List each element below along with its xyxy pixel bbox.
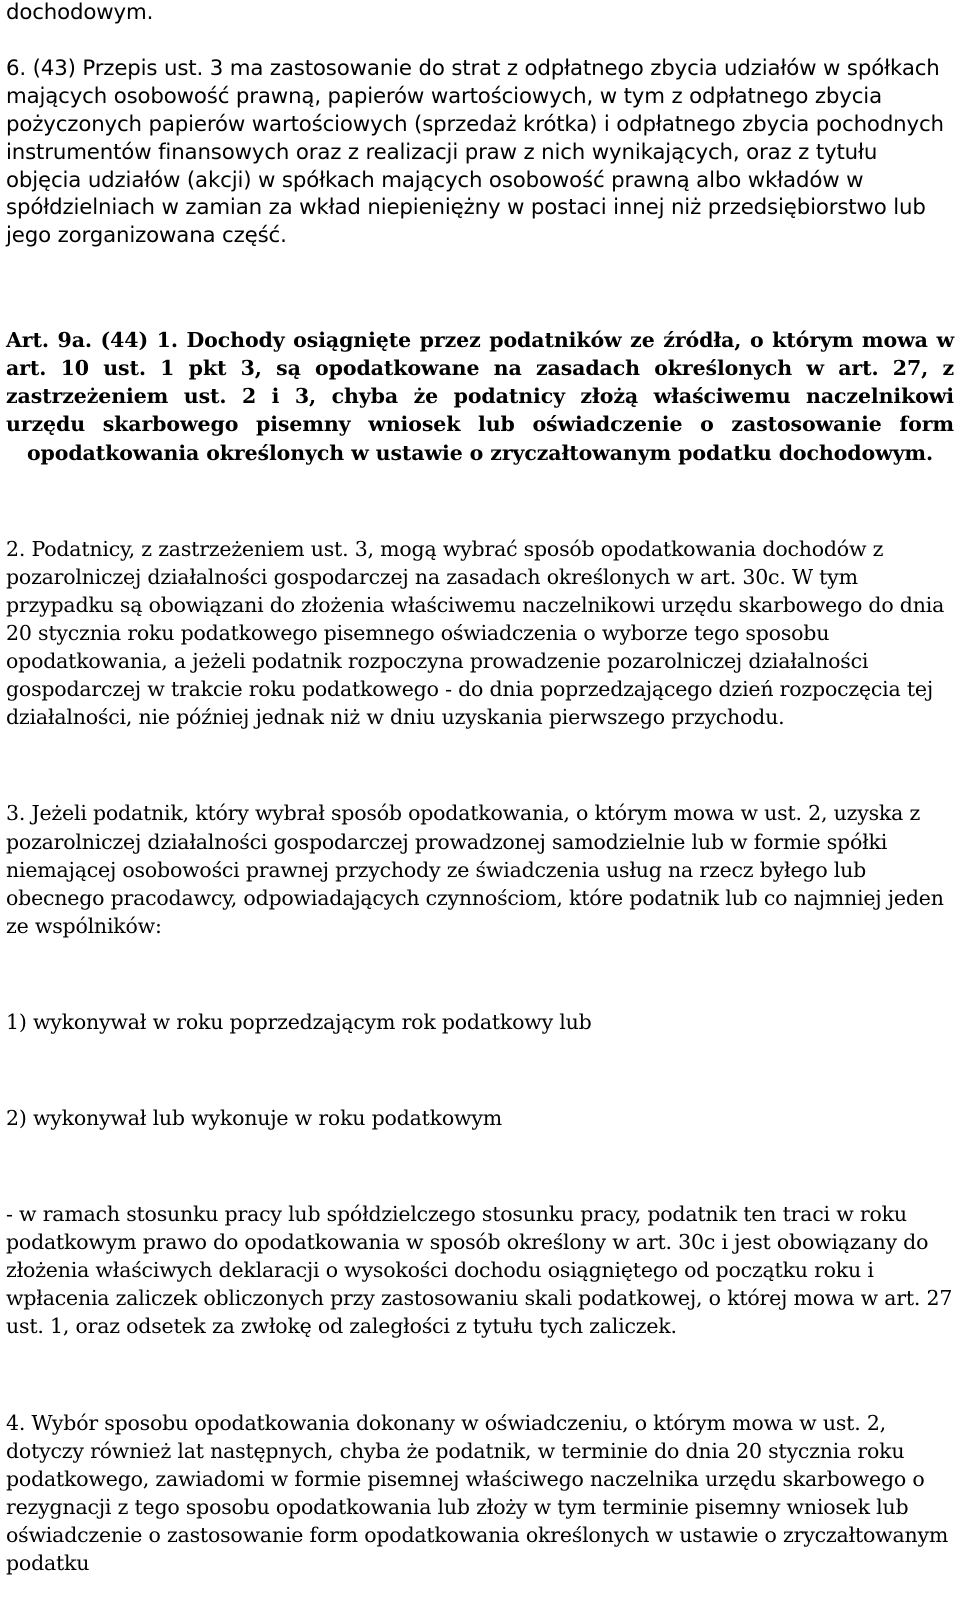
list-item-1: 1) wykonywał w roku poprzedzającym rok podatkowy lub (6, 1009, 592, 1034)
paragraph-continuation: dochodowym. (6, 0, 154, 25)
paragraph-consequence: - w ramach stosunku pracy lub spółdzielczego stosunku pracy, podatnik ten traci w roku podatkowym prawo do opodatkowania w sposób określony w art. 30c i jest obowiązany do złożenia właściwych deklaracji o wysokości dochodu osiągniętego od początku roku i wpłacenia zaliczek obliczonych przy zastosowaniu skali podatkowej, o której mowa w art. 27 ust. 1, oraz odsetek za zwłokę od zaległości z tytułu tych zaliczek. (6, 1202, 953, 1339)
article-9a-heading-paragraph: Art. 9a. (44) 1. Dochody osiągnięte przez podatników ze źródła, o którym mowa w art. 10 ust. 1 pkt 3, są opodatkowane na zasadach określonych w art. 27, z zastrzeżeniem ust. 2 i 3, chyba że podatnicy złożą właściwemu naczelnikowi urzędu skarbowego pisemny wniosek lub oświadczenie o zastosowanie form opodatkowania określonych w ustawie o zryczałtowanym podatku dochodowym. (6, 327, 954, 465)
document-page (6, 0, 954, 1598)
paragraph-section-6: 6. (43) Przepis ust. 3 ma zastosowanie do strat z odpłatnego zbycia udziałów w spółkach mających osobowość prawną, papierów wartościowych, w tym z odpłatnego zbycia pożyczonych papierów wartościowych (sprzedaż krótka) i odpłatnego zbycia pochodnych instrumentów finansowych oraz z realizacji praw z nich wynikających, oraz z tytułu objęcia udziałów (akcji) w spółkach mających osobowość prawną albo wkładów w spółdzielniach w zamian za wkład niepieniężny w postaci innej niż przedsiębiorstwo lub jego zorganizowana część. (6, 55, 944, 249)
paragraph-section-4: 4. Wybór sposobu opodatkowania dokonany w oświadczeniu, o którym mowa w ust. 2, dotyczy również lat następnych, chyba że podatnik, w terminie do dnia 20 stycznia roku podatkowego, zawiadomi w formie pisemnej właściwego naczelnika urzędu skarbowego o rezygnacji z tego sposobu opodatkowania lub złoży w tym terminie pisemny wniosek lub oświadczenie o zastosowanie form opodatkowania określonych w ustawie o zryczałtowanym podatku (6, 1410, 949, 1576)
paragraph-section-3: 3. Jeżeli podatnik, który wybrał sposób opodatkowania, o którym mowa w ust. 2, uzyska z pozarolniczej działalności gospodarczej prowadzonej samodzielnie lub w formie spółki niemającej osobowości prawnej przychody ze świadczenia usług na rzecz byłego lub obecnego pracodawcy, odpowiadających czynnościom, które podatnik lub co najmniej jeden ze wspólników: (6, 801, 944, 938)
paragraph-section-2: 2. Podatnicy, z zastrzeżeniem ust. 3, mogą wybrać sposób opodatkowania dochodów z pozarolniczej działalności gospodarczej na zasadach określonych w art. 30c. W tym przypadku są obowiązani do złożenia właściwemu naczelnikowi urzędu skarbowego do dnia 20 stycznia roku podatkowego pisemnego oświadczenia o wyborze tego sposobu opodatkowania, a jeżeli podatnik rozpoczyna prowadzenie pozarolniczej działalności gospodarczej w trakcie roku podatkowego - do dnia poprzedzającego dzień rozpoczęcia tej działalności, nie później jednak niż w dniu uzyskania pierwszego przychodu. (6, 536, 945, 730)
list-item-2: 2) wykonywał lub wykonuje w roku podatkowym (6, 1105, 502, 1130)
